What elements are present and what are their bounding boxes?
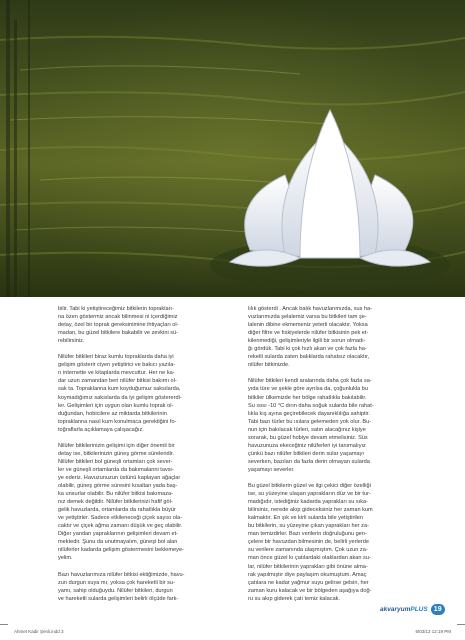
water-lily-illustration xyxy=(0,0,465,297)
brand-suffix: PLUS xyxy=(410,605,428,613)
print-footer xyxy=(0,627,465,637)
brand-name: akvaryum xyxy=(380,605,411,613)
magazine-brand xyxy=(380,603,445,615)
water-lily-photo xyxy=(0,0,465,297)
crop-mark xyxy=(0,624,8,625)
brand-logo xyxy=(380,606,428,613)
footer-timestamp: 6/03/13 12:19 PM xyxy=(415,629,451,634)
article-column-right: lılık gösterdi . Ancak balık havuzlarımızda, sus ha- vuzlarımızda şelalemiz varsa bu bitkileri tam şe- lalenin dibine ekmemeniz yeterli olacaktır. Yoksa diğer filtre ve fıskiyelerde nilüfer bitkisinin pek et- kilenmediği, gelişimleriyle ilgili bir sorun olmadı- ğı gördük. Tabi ki çok hızlı akan ve çok fazla ha- reketli sularda zaten balıklarda rahatsız olacaktır, nilüfer bitkinizde. Nilüfer bitkileri kendi aralarında daha çok fazla sa- yıda türe ve şekle göre ayrılsa da, çoğunlukla bu bitkiler ülkemizde her bölge rahatlıkla bakılabilir. Su ısısı -10 °C dırın daha soğuk sularda bile rahat- lıkla kış ayına geçirebilecek dayanıklılığa sahiptir. Tabi bazı türler bu ısılara gelemeden yok olur. Bu- nun için bakılacak türleri, satın alacağınız kişiye sorarak, bu güzel hobiye devam etmelisiniz. Süs havuzunuza ekeceğiniz nilüferleri iyi tanımalıyız çünkü bazı nilüfer bitkileri derin sular yaşamayı severken, bazıları da fazla derin olmayan sularda yaşamayı severler. Bu güzel bitkilerin güzel ve ilgi çekici diğer özelliği ise, su yüzeyine ulaşan yaprakların düz ve bir tur- madığıdır, istediğiniz kadarda yaprakları su sıka- bilirsiniz, nerede akıp gideceksiniz her zaman kum kalmaktır. En şık ve kirli sularda bile yetiştirilen bu bitkilerin, su yüzeyine çıkan yaprakları her za- man temizdirler. Bazı verilerin doğruluğunu gen- çelere bir havuzdan bilmesinin de, belirli yerlerde su verilere zamanında ulaşmıştım. Çok uzun za- man önce güzel kı çatılardaki olaklardan akan su- lar, nilüfer bitkilerinin yaprakları gibi önüne alma- rak yapılmıştır diye paylaşım okumuştum. Amaç çatılara ne kadar yağmur suyu gelirse gelsin, her zaman kuru kalacak ve bir bölgeden aşağıya doğ- ru su akıp giderek çatı temiz kalacak. xyxy=(248,306,374,602)
footer-file-name: Ahmet Kadir Şenli.indd 3 xyxy=(14,629,64,634)
crop-mark xyxy=(457,624,465,625)
page-number: 19 xyxy=(431,604,445,615)
article-column-left: bilir. Tabi ki yetiştireceğimiz bitkilerin toprakları- na özen göstermiz ancak bilinmesi ni içerdiğimiz detay, özel bir toprak gereksinimine ihtiyaçları ol- madan, bu güzel bitkilere bakabilir ve zevkini sü- rebilirsiniz. Nilüfer bitkileri biraz kumlu topraklarda daha iyi gelişim gösterir ciyen yetiştirici ve bakıcı yazıla- rı internette ve kitaplarda mevcuttur. Her ne ka- dar uzun zamandan beri nilüfer bitkisi bakımı ol- sak ta. Topraklanna kum koyduğumuz saksılarda, koymadığımız saksılarda da iyi gelişim göstererdi- ler. Gelişimleri için uygun olan kumlu toprak ol- duğundan, hobicilere az miktarda bitkilerinin topraklanna nasıl kum konulmaca gerektiğini fo- toğraflarla açıklamaya çalışacağız. Nilüfer bitkilerinizin gelişimi için diğer önemli bir detay ise, bitkilerinizin güneş görme süreleridir. Nilüfer bitkileri bol güneşli ortamları çok sever- ler ve güneşli ortamlarda da bakımalanni tavsi- ye ederiz. Havuzunuzun üstünü kaplayan ağaçlar olabilir, güneş görme süresini kısaltan yada baş- ka unsurlar olabilir. Bu nilüfer bitkisi bakımaza- nız demek değildir. Nilüfer bitkilerinizi hafif göl- gelik havuzlarda, ortamlarda da rahatlıkla büyür ve yetiştirler. Sadece etkileneceği çiçek sayısı ola- caktır ve çiçek ağma zamanı düşük ve geç olabilir. Diğer yandan yapraklarının gelişimleri devam et- mektedir. Şunu da unutmayalım, güneşi bol alan nilüferler kadarda gelişim göstermesini beklemeye- yelim. Bazı havuzlarımıza nilüfer bitkisi ektiğimizde, havu- zun durgun suya mı, yoksa çok hareketli bir su- yamı, sahip olduğuydu. Nilüfer bitkileri, durgun ve hareketli sularda gelişimleri belirli ölçüde fark- xyxy=(58,306,185,602)
